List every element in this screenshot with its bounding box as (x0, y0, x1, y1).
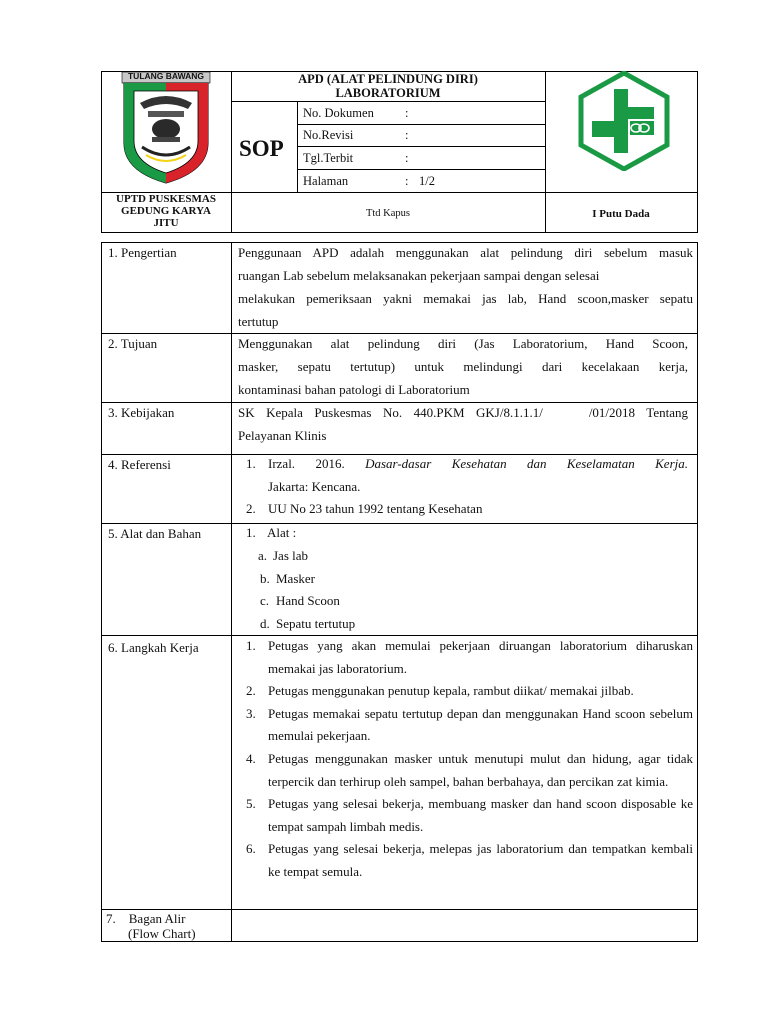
list-item (240, 613, 680, 636)
row-label-referensi: 4. Referensi (108, 457, 171, 472)
list-item (238, 635, 693, 680)
org-name-line3: JITU (153, 217, 179, 229)
list-number: 5. (246, 796, 256, 812)
list-item (238, 498, 688, 521)
list-item (238, 748, 693, 793)
row-label-tujuan: 2. Tujuan (108, 336, 158, 351)
list-number: 1. (246, 456, 256, 471)
text-line: Menggunakan alat pelindung diri (Jas Laboratorium, Hand Scoon, (238, 336, 688, 351)
list-item (240, 545, 680, 568)
list-text: Hand Scoon (276, 593, 340, 609)
list-item (238, 703, 693, 748)
row-label-pengertian: 1. Pengertian (108, 245, 177, 260)
alat-list (240, 522, 680, 636)
text-line: masker, sepatu tertutup) untuk melindungi dari kecelakaan kerja, (238, 359, 688, 374)
list-text: Petugas yang selesai bekerja, membuang masker dan hand scoon disposable ke tempat sampah limbah medis. (268, 796, 693, 834)
list-text: Masker (276, 570, 315, 586)
list-number: d. (260, 616, 270, 632)
tujuan-text (238, 332, 688, 401)
doc-field-sep: : (405, 151, 409, 165)
list-text: Jas lab (273, 547, 309, 563)
text-line: Pelayanan Klinis (238, 428, 327, 443)
doc-field-sep: : (405, 128, 409, 142)
list-text: Petugas yang akan memulai pekerjaan diruangan laboratorium diharuskan memakai jas laboratorium. (268, 638, 693, 676)
row-label-alat: 5. Alat dan Bahan (108, 526, 202, 541)
list-number: a. (258, 547, 268, 563)
row-label-bagan-sub: (Flow Chart) (128, 926, 196, 941)
list-item (240, 590, 680, 613)
list-number: 2. (246, 501, 256, 517)
doc-field-label: Halaman (303, 174, 349, 188)
ref-publisher: Jakarta: Kencana. (268, 478, 361, 494)
doc-field-value: 1/2 (419, 174, 435, 188)
logo-banner: TULANG BAWANG (127, 71, 205, 81)
doc-field-label: No.Revisi (303, 128, 354, 142)
list-text: Petugas menggunakan penutup kepala, rambut diikat/ memakai jilbab. (268, 683, 634, 699)
list-item (238, 453, 688, 476)
list-text: Petugas menggunakan masker untuk menutupi mulut dan hidung, agar tidak terpercik dan terhirup oleh sampel, bahan berbahaya, dan percikan zat kimia. (268, 750, 693, 789)
doc-field-sep: : (405, 106, 409, 120)
list-number: 1. (246, 525, 256, 540)
text-line: kontaminasi bahan patologi di Laboratorium (238, 382, 470, 397)
list-number: 6. (246, 841, 256, 857)
ref-author: Irzal. 2016. (268, 456, 366, 471)
list-item (238, 838, 693, 883)
org-name-line2: GEDUNG KARYA (121, 205, 211, 217)
text-line: SK Kepala Puskesmas No. 440.PKM GKJ/8.1.1.1/ /01/2018 Tentang (238, 405, 688, 420)
list-text: UU No 23 tahun 1992 tentang Kesehatan (268, 501, 483, 517)
org-name-line1: UPTD PUSKESMAS (116, 193, 216, 205)
text-line: tertutup (238, 314, 279, 329)
list-text: Sepatu tertutup (276, 616, 356, 632)
doc-title-line2: LABORATORIUM (335, 86, 441, 100)
list-number: 4. (246, 750, 256, 766)
langkah-list (238, 635, 693, 884)
doc-title-line1: APD (ALAT PELINDUNG DIRI) (298, 72, 478, 86)
list-number: 1. (246, 638, 256, 653)
signature-label: Ttd Kapus (365, 208, 411, 219)
doc-field-label: Tgl.Terbit (303, 151, 354, 165)
row-label-bagan: 7. Bagan Alir (106, 911, 186, 926)
doc-field-label: No. Dokumen (303, 106, 374, 120)
tulang-bawang-logo (118, 71, 214, 191)
ref-title: Dasar-dasar Kesehatan dan Keselamatan Kerja. (365, 456, 689, 471)
text-line: Penggunaan APD adalah menggunakan alat pelindung diri sebelum masuk (238, 245, 693, 260)
list-number: c. (260, 593, 270, 609)
puskesmas-logo (574, 71, 674, 171)
kebijakan-text (238, 401, 688, 447)
list-item-cont (238, 476, 688, 499)
list-item (238, 680, 693, 703)
row-label-langkah: 6. Langkah Kerja (108, 640, 199, 655)
list-number: 2. (246, 683, 256, 699)
list-text: Petugas yang selesai bekerja, melepas jas laboratorium dan tempatkan kembali ke tempat semula. (268, 841, 693, 879)
pengertian-text (238, 241, 693, 333)
sop-label: SOP (239, 136, 284, 161)
list-number: b. (260, 570, 270, 586)
row-label-kebijakan: 3. Kebijakan (108, 405, 175, 420)
list-text: Petugas memakai sepatu tertutup depan dan menggunakan Hand scoon sebelum memulai pekerjaan. (268, 705, 693, 744)
text-line: ruangan Lab sebelum melaksanakan pekerjaan sampai dengan selesai (238, 268, 600, 283)
referensi-list (238, 453, 688, 521)
list-item (240, 522, 680, 545)
text-line: melakukan pemeriksaan yakni memakai jas lab, Hand scoon,masker sepatu (238, 291, 693, 306)
list-text: Alat : (267, 525, 297, 540)
list-item (240, 568, 680, 591)
list-item (238, 793, 693, 838)
signer-name: I Putu Dada (592, 208, 650, 220)
doc-field-sep: : (405, 174, 409, 188)
list-number: 3. (246, 705, 256, 721)
